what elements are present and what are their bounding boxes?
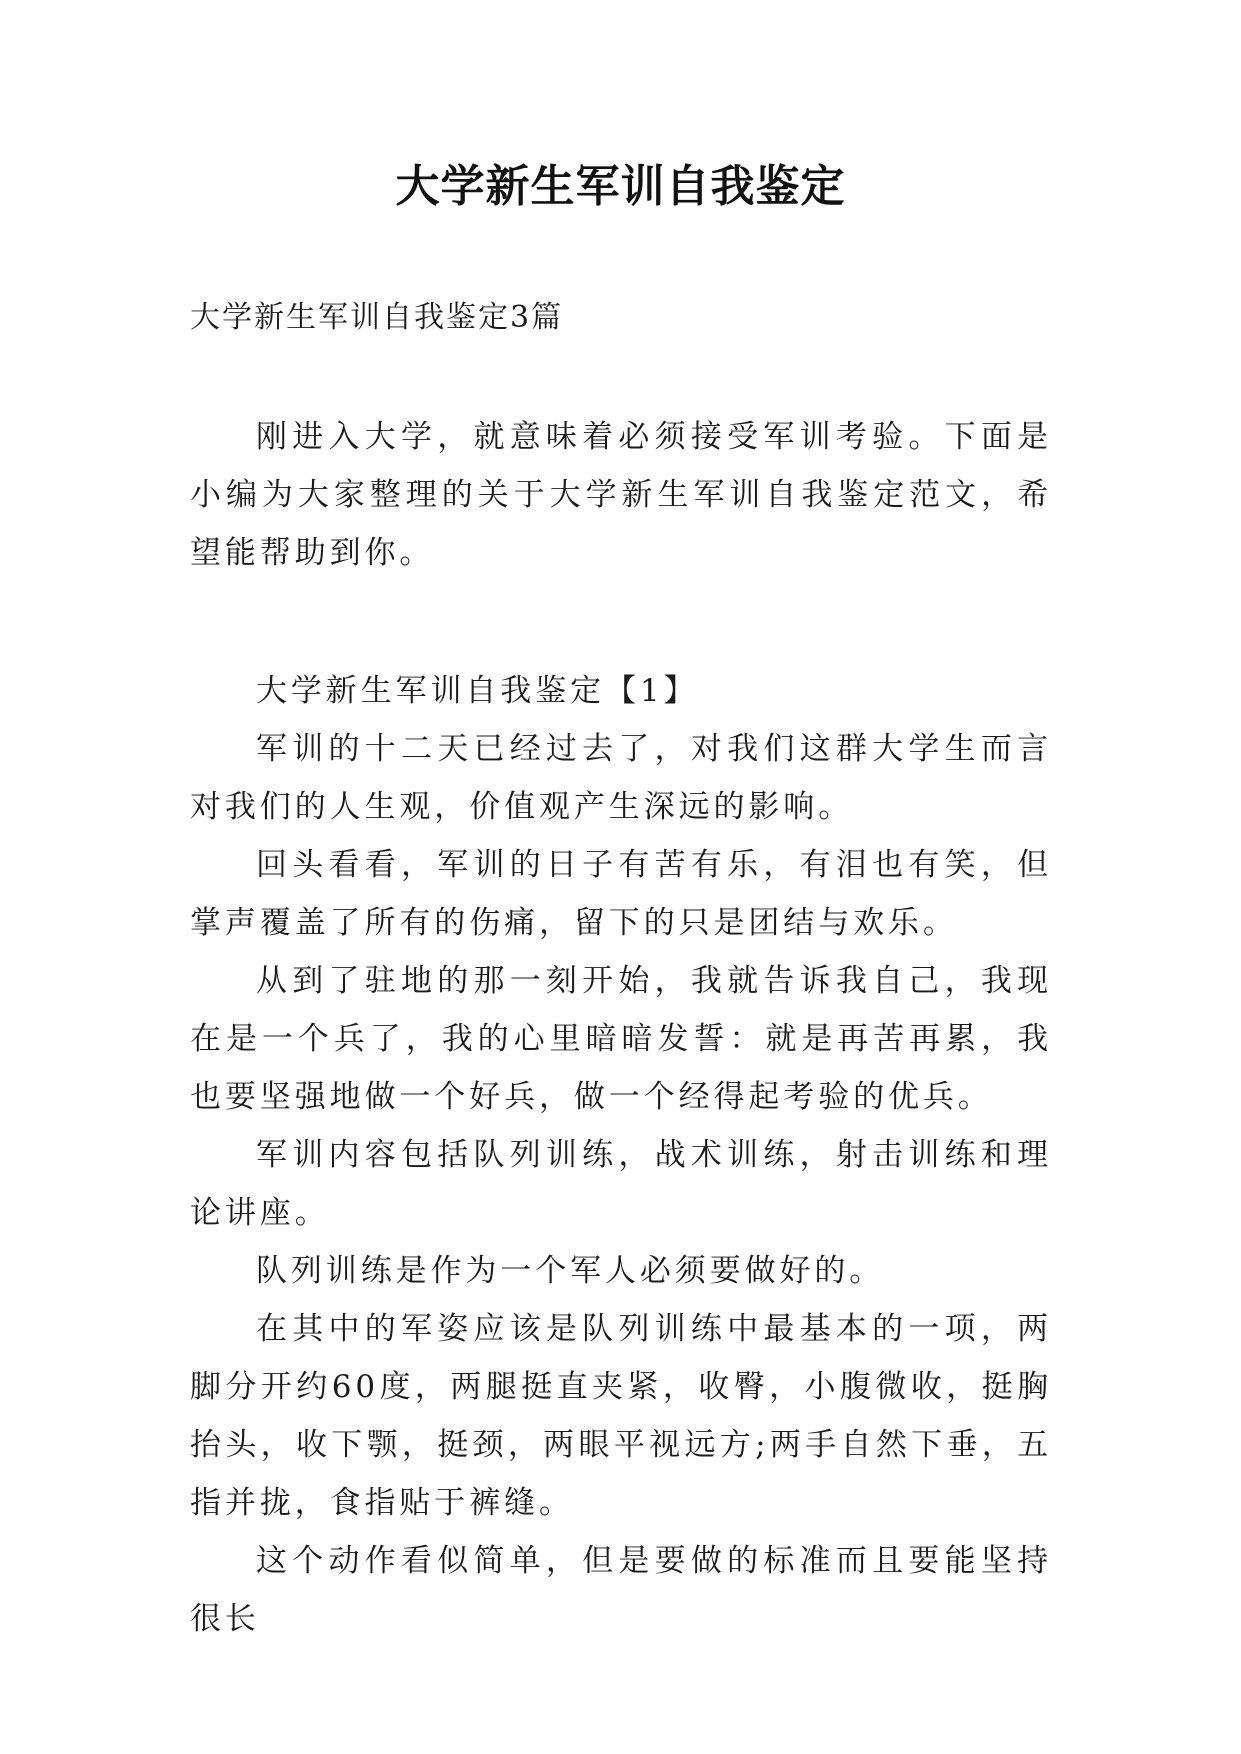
intro-paragraph: 刚进入大学，就意味着必须接受军训考验。下面是小编为大家整理的关于大学新生军训自我鉴定范文，希望能帮助到你。	[190, 419, 1052, 571]
body-paragraph: 在其中的军姿应该是队列训练中最基本的一项，两脚分开约60度，两腿挺直夹紧，收臀，小腹微收，挺胸抬头，收下颚，挺颈，两眼平视远方;两手自然下垂，五指并拢，食指贴于裤缝。	[190, 1311, 1052, 1521]
document-body	[190, 408, 1052, 1648]
section-heading: 大学新生军训自我鉴定【1】	[256, 673, 699, 709]
body-paragraph: 从到了驻地的那一刻开始，我就告诉我自己，我现在是一个兵了，我的心里暗暗发誓：就是再苦再累，我也要坚强地做一个好兵，做一个经得起考验的优兵。	[190, 963, 1052, 1115]
body-paragraph: 回头看看，军训的日子有苦有乐，有泪也有笑，但掌声覆盖了所有的伤痛，留下的只是团结与欢乐。	[190, 847, 1052, 941]
body-paragraph: 队列训练是作为一个军人必须要做好的。	[256, 1253, 885, 1289]
document-subtitle: 大学新生军训自我鉴定3篇	[190, 300, 564, 335]
body-paragraph: 这个动作看似简单，但是要做的标准而且要能坚持很长	[190, 1543, 1052, 1637]
document-title: 大学新生军训自我鉴定	[395, 161, 846, 212]
body-paragraph: 军训的十二天已经过去了，对我们这群大学生而言对我们的人生观，价值观产生深远的影响。	[190, 731, 1052, 825]
body-paragraph: 军训内容包括队列训练，战术训练，射击训练和理论讲座。	[190, 1137, 1052, 1231]
